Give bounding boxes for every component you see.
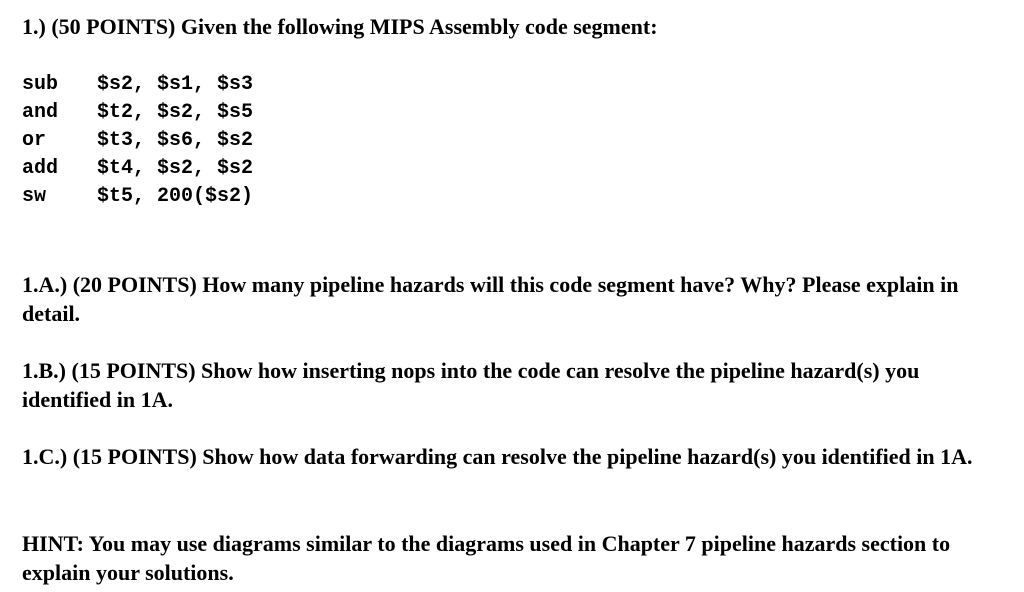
code-line	[22, 99, 253, 127]
code-line	[22, 155, 253, 183]
code-line	[22, 183, 253, 211]
code-line	[22, 127, 253, 155]
question-1b: 1.B.) (15 POINTS) Show how inserting nops into the code can resolve the pipeline hazard(s) you identified in 1A.	[22, 358, 920, 412]
question-title: 1.) (50 POINTS) Given the following MIPS Assembly code segment:	[22, 14, 658, 39]
code-line	[22, 71, 253, 99]
code-opcode: and	[22, 101, 59, 124]
code-operands: $t2, $s2, $s5	[97, 101, 254, 124]
hint-text: HINT: You may use diagrams similar to the diagrams used in Chapter 7 pipeline hazards section to explain your solutions.	[22, 531, 951, 585]
code-operands: $s2, $s1, $s3	[97, 73, 254, 96]
question-1a: 1.A.) (20 POINTS) How many pipeline hazards will this code segment have? Why? Please explain in detail.	[22, 272, 959, 326]
question-1c: 1.C.) (15 POINTS) Show how data forwarding can resolve the pipeline hazard(s) you identified in 1A.	[22, 444, 973, 469]
code-opcode: sw	[22, 185, 47, 208]
code-opcode: add	[22, 157, 59, 180]
code-block	[22, 71, 253, 211]
code-opcode: sub	[22, 73, 59, 96]
code-operands: $t4, $s2, $s2	[97, 157, 254, 180]
code-opcode: or	[22, 129, 47, 152]
code-operands: $t5, 200($s2)	[97, 185, 254, 208]
code-operands: $t3, $s6, $s2	[97, 129, 254, 152]
